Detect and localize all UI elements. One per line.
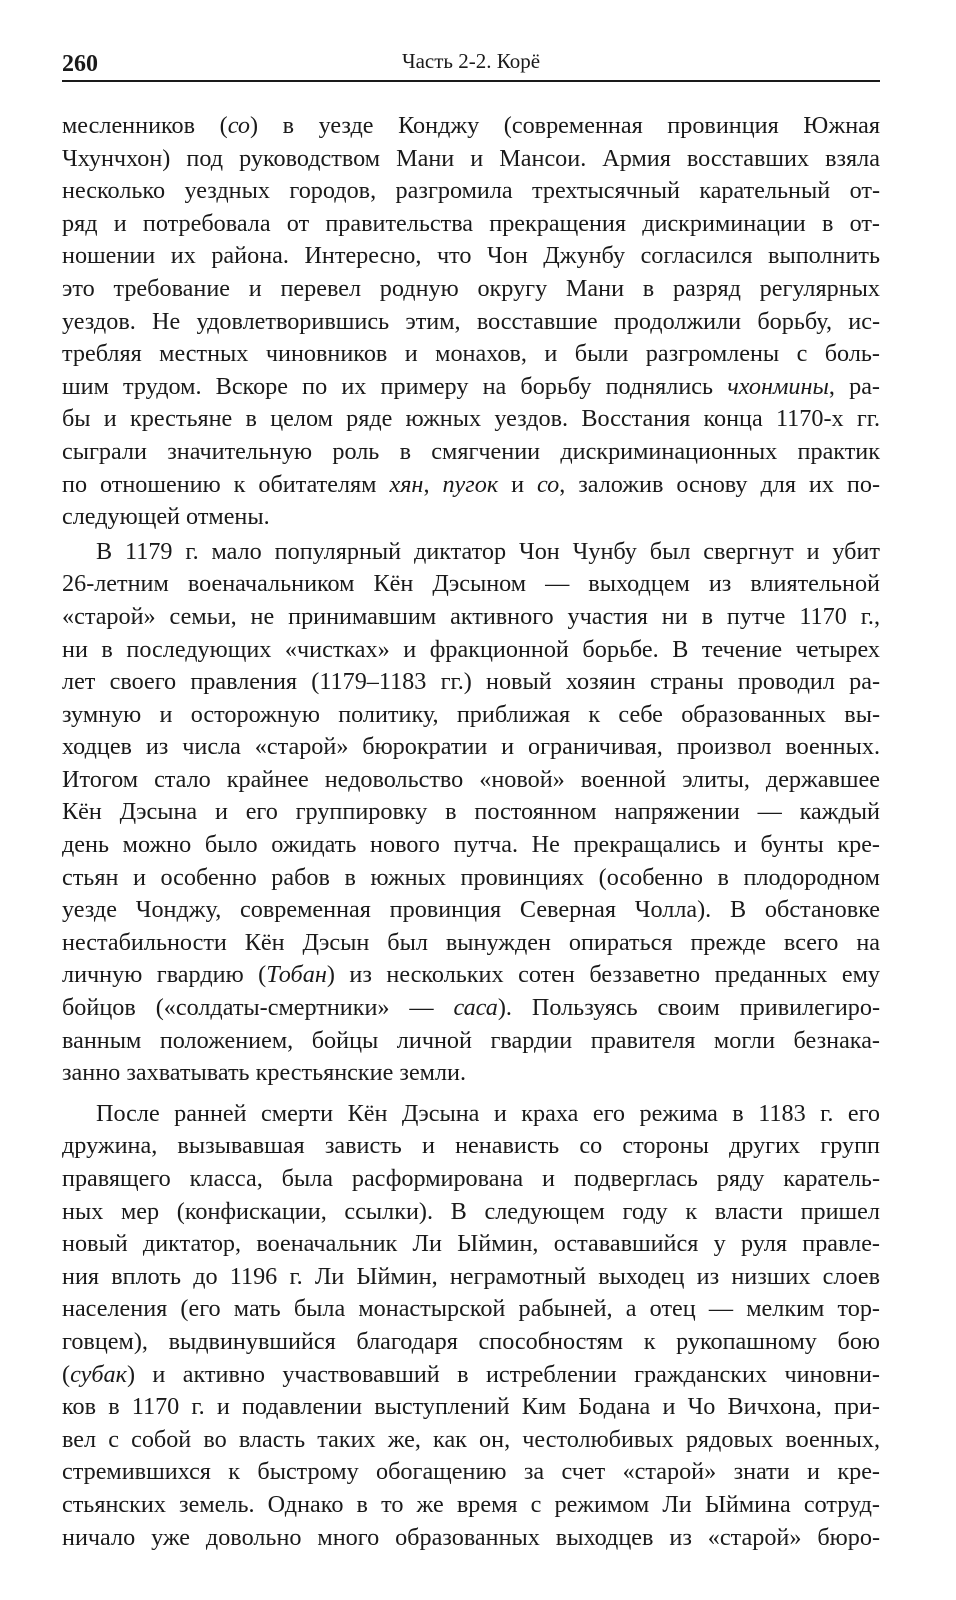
text-line: Чхунчхон) под руководством Мани и Мансои. Армия восставших взяла — [62, 144, 880, 172]
text-line: 26-летним военачальником Кён Дэсыном — выходцем из влиятельной — [62, 570, 880, 598]
text-line: новый диктатор, военачальник Ли Ыймин, остававшийся у руля правле- — [62, 1230, 880, 1258]
text-line: Итогом стало крайнее недовольство «новой» военной элиты, державшее — [62, 765, 880, 793]
paragraph — [62, 110, 880, 534]
text-line: ничало уже довольно много образованных выходцев из «старой» бюро- — [62, 1523, 880, 1551]
text-line: уезде Чонджу, современная провинция Северная Чолла). В обстановке — [62, 896, 880, 924]
text-line: по отношению к обитателям хян, пугок и со, заложив основу для их по- — [62, 470, 880, 498]
text-line: месленников (со) в уезде Конджу (современная провинция Южная — [62, 112, 881, 139]
text-line: день можно было ожидать нового путча. Не прекращались и бунты кре- — [62, 831, 880, 859]
text-line: нестабильности Кён Дэсын был вынужден опираться прежде всего на — [62, 928, 880, 956]
text-line: населения (его мать была монастырской рабыней, а отец — мелким тор- — [62, 1295, 880, 1323]
text-line: бойцов («солдаты-смертники» — саса). Пользуясь своим привилегиро- — [62, 994, 880, 1022]
text-line: сыграли значительную роль в смягчении дискриминационных практик — [62, 437, 880, 465]
text-line: ходцев из числа «старой» бюрократии и ограничивая, произвол военных. — [62, 733, 880, 761]
text-line: лет своего правления (1179–1183 гг.) новый хозяин страны проводил ра- — [62, 668, 880, 696]
text-line: дружина, вызывавшая зависть и ненависть со стороны других групп — [62, 1132, 880, 1160]
text-line: ни в последующих «чистках» и фракционной борьбе. В течение четырех — [62, 635, 880, 663]
text-line: следующей отмены. — [62, 503, 270, 531]
paragraph — [62, 536, 880, 1090]
text-line: После ранней смерти Кён Дэсына и краха его режима в 1183 г. его — [96, 1099, 880, 1127]
text-line: несколько уездных городов, разгромила трехтысячный карательный от- — [62, 177, 880, 205]
text-line: ных мер (конфискации, ссылки). В следующем году к власти пришел — [62, 1197, 880, 1225]
text-line: ношении их района. Интересно, что Чон Джунбу согласился выполнить — [62, 242, 880, 270]
text-line: говцем), выдвинувшийся благодаря способностям к рукопашному бою — [62, 1327, 880, 1355]
text-line: ков в 1170 г. и подавлении выступлений Ким Бодана и Чо Вичхона, при- — [62, 1393, 880, 1421]
text-line: стьян и особенно рабов в южных провинциях (особенно в плодородном — [62, 863, 880, 891]
body-text — [62, 110, 880, 1554]
text-line: правящего класса, была расформирована и подверглась ряду каратель- — [62, 1165, 880, 1192]
book-page — [62, 40, 880, 1554]
text-line: уездов. Не удовлетворившись этим, восставшие продолжили борьбу, ис- — [62, 307, 880, 335]
text-line: шим трудом. Вскоре по их примеру на борьбу поднялись чхонмины, ра- — [62, 372, 880, 400]
text-line: стьянских земель. Однако в то же время с режимом Ли Ыймина сотруд- — [62, 1490, 880, 1518]
text-line: требляя местных чиновников и монахов, и были разгромлены с боль- — [62, 340, 880, 368]
text-line: зумную и осторожную политику, приближая к себе образованных вы- — [62, 700, 880, 728]
text-line: личную гвардию (Тобан) из нескольких сотен беззаветно преданных ему — [62, 961, 880, 989]
text-line: ряд и потребовала от правительства прекращения дискриминации в от- — [62, 209, 880, 237]
text-line: занно захватывать крестьянские земли. — [62, 1059, 467, 1087]
running-header — [62, 40, 880, 82]
text-line: Кён Дэсына и его группировку в постоянном напряжении — каждый — [62, 798, 880, 826]
text-line: ванным положением, бойцы личной гвардии правителя могли безнака- — [62, 1026, 880, 1054]
text-line: вел с собой во власть таких же, как он, честолюбивых рядовых военных, — [62, 1425, 880, 1453]
text-line: это требование и перевел родную округу Мани в разряд регулярных — [62, 274, 880, 302]
text-line: бы и крестьяне в целом ряде южных уездов. Восстания конца 1170-х гг. — [62, 405, 880, 433]
text-line: ния вплоть до 1196 г. Ли Ыймин, неграмотный выходец из низших слоев — [62, 1262, 880, 1290]
paragraph — [62, 1098, 880, 1554]
section-title: Часть 2-2. Корё — [401, 49, 541, 73]
text-line: стремившихся к быстрому обогащению за счет «старой» знати и кре- — [62, 1458, 880, 1486]
text-line: В 1179 г. мало популярный диктатор Чон Чунбу был свергнут и убит — [96, 537, 880, 565]
text-line: (субак) и активно участвовавший в истреблении гражданских чиновни- — [62, 1360, 880, 1388]
text-line: «старой» семьи, не принимавшим активного участия ни в путче 1170 г., — [62, 602, 880, 630]
page-number: 260 — [62, 51, 98, 77]
